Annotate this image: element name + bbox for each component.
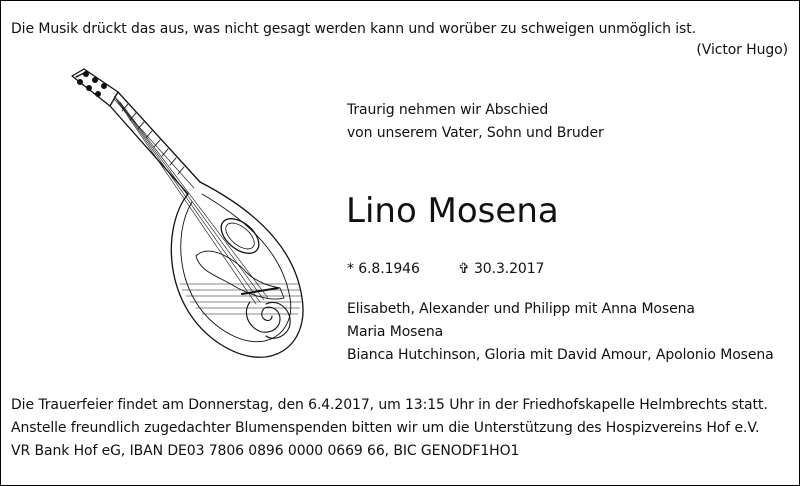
mourner-line: Bianca Hutchinson, Gloria mit David Amour, Apolonio Mosena <box>347 347 774 363</box>
death-date: ✞ 30.3.2017 <box>458 261 545 277</box>
funeral-info: Die Trauerfeier findet am Donnerstag, den 6.4.2017, um 13:15 Uhr in der Friedhofskapelle Helmbrechts statt. <box>11 397 768 413</box>
intro-line-2: von unserem Vater, Sohn und Bruder <box>347 125 604 141</box>
mourner-line: Maria Mosena <box>347 324 444 340</box>
deceased-name: Lino Mosena <box>346 191 559 231</box>
mourner-line: Elisabeth, Alexander und Philipp mit Anna Mosena <box>347 301 695 317</box>
quote-text: Die Musik drückt das aus, was nicht gesagt werden kann und worüber zu schweigen unmöglich ist. <box>11 21 696 37</box>
bank-details: VR Bank Hof eG, IBAN DE03 7806 0896 0000 0669 66, BIC GENODF1HO1 <box>11 443 520 459</box>
quote-author: (Victor Hugo) <box>696 42 788 58</box>
intro-line-1: Traurig nehmen wir Abschied <box>347 102 549 118</box>
birth-date: * 6.8.1946 <box>347 261 420 277</box>
mandolin-icon <box>70 66 308 366</box>
donation-request: Anstelle freundlich zugedachter Blumenspenden bitten wir um die Unterstützung des Hospizvereins Hof e.V. <box>11 420 760 436</box>
